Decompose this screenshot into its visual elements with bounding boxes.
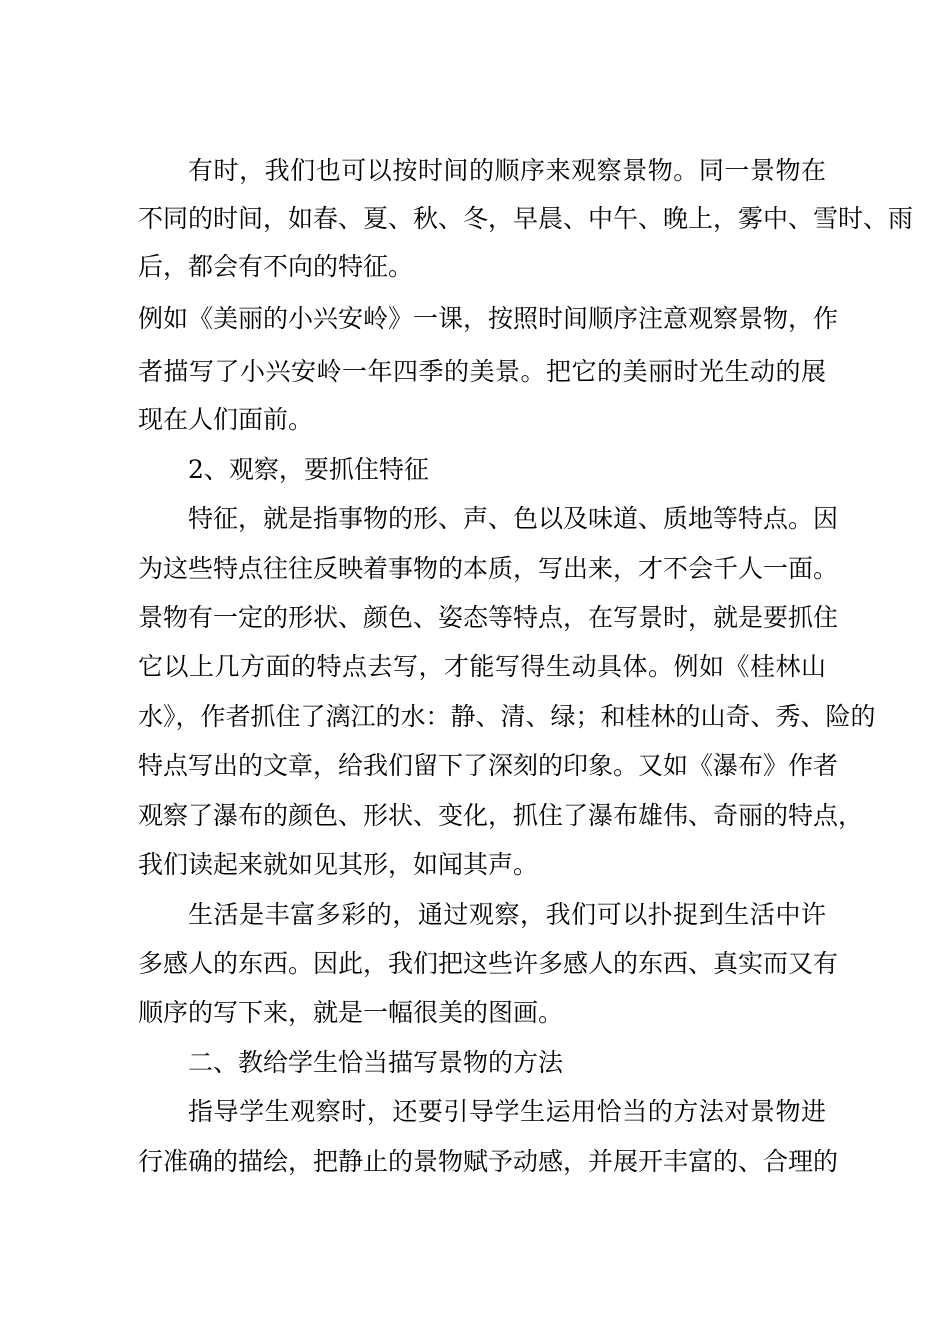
text-line-17: 多感人的东西。因此，我们把这些许多感人的东西、真实而又有: [138, 949, 839, 978]
text-line-4: 例如《美丽的小兴安岭》一课，按照时间顺序注意观察景物，作: [138, 304, 839, 333]
text-line-5: 者描写了小兴安岭一年四季的美景。把它的美丽时光生动的展: [138, 357, 826, 386]
text-line-13: 特点写出的文章，给我们留下了深刻的印象。又如《瀑布》作者: [138, 751, 839, 780]
section-heading-methods: 二、教给学生恰当描写景物的方法: [188, 1048, 564, 1077]
section-heading-observe: 2、观察，要抓住特征: [188, 455, 429, 484]
text-line-8: 特征，就是指事物的形、声、色以及味道、质地等特点。因: [188, 504, 839, 533]
text-line-14: 观察了瀑布的颜色、形状、变化，抓住了瀑布雄伟、奇丽的特点，: [138, 801, 864, 830]
text-line-15: 我们读起来就如见其形，如闻其声。: [138, 850, 539, 879]
text-line-3: 后，都会有不向的特征。: [138, 252, 414, 281]
text-line-2: 不同的时间，如春、夏、秋、冬，早晨、中午、晚上，雾中、雪时、雨: [138, 204, 914, 233]
text-line-18: 顺序的写下来，就是一幅很美的图画。: [138, 998, 564, 1027]
text-line-12: 水》，作者抓住了漓江的水：静、清、绿；和桂林的山奇、秀、险的: [138, 702, 876, 731]
text-line-9: 为这些特点往往反映着事物的本质，写出来，才不会千人一面。: [138, 554, 839, 583]
text-line-1: 有时，我们也可以按时间的顺序来观察景物。同一景物在: [188, 156, 826, 185]
text-line-11: 它以上几方面的特点去写，才能写得生动具体。例如《桂林山: [138, 652, 826, 681]
text-line-10: 景物有一定的形状、颜色、姿态等特点，在写景时，就是要抓住: [138, 603, 839, 632]
text-line-16: 生活是丰富多彩的，通过观察，我们可以扑捉到生活中许: [188, 900, 826, 929]
text-line-6: 现在人们面前。: [138, 405, 314, 434]
text-line-21: 行准确的描绘，把静止的景物赋予动感，并展开丰富的、合理的: [138, 1147, 839, 1176]
text-line-20: 指导学生观察时，还要引导学生运用恰当的方法对景物进: [188, 1097, 826, 1126]
